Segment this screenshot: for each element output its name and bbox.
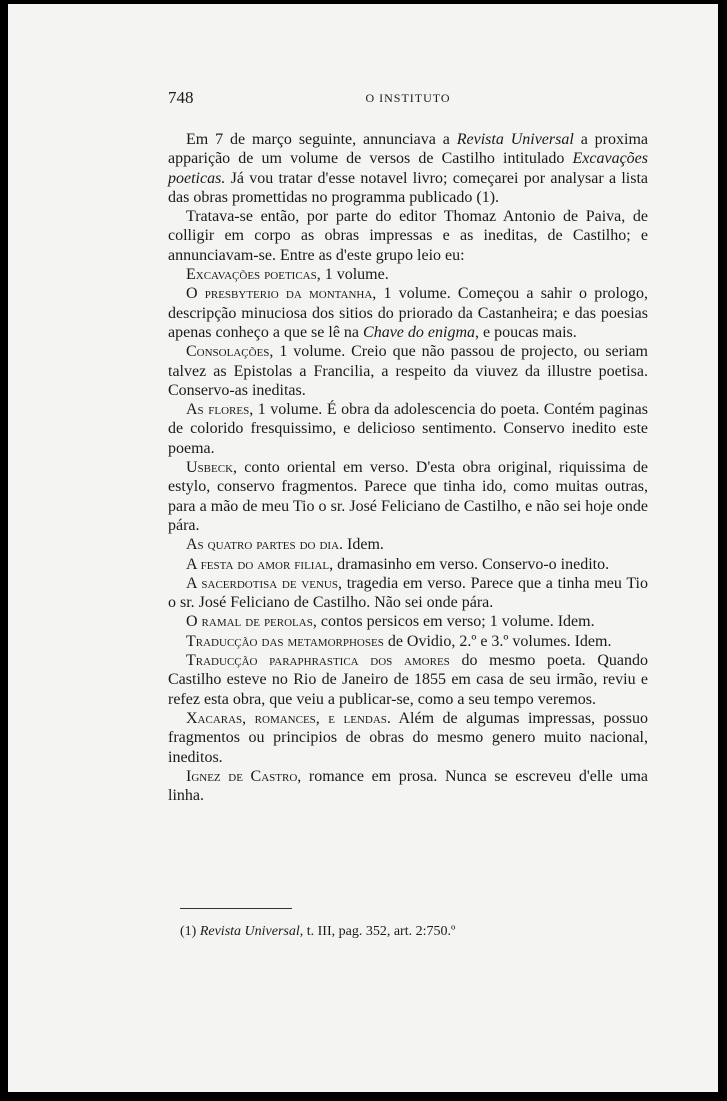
paragraph bbox=[168, 535, 648, 554]
paragraph bbox=[168, 400, 648, 458]
paragraph bbox=[168, 574, 648, 613]
paragraph bbox=[168, 130, 648, 207]
work-title: Xacaras, romances, e lendas bbox=[186, 709, 387, 727]
work-title: O ramal de perolas bbox=[186, 613, 313, 631]
italic-text: Revista Universal bbox=[456, 131, 574, 148]
paragraph bbox=[168, 612, 648, 631]
italic-text: Chave do enigma bbox=[363, 323, 475, 341]
footnote-reference: t. III, pag. 352, art. 2:750.º bbox=[306, 924, 456, 939]
paragraph-text: , romance em prosa. Nunca se escreveu d'elle uma linha. bbox=[168, 767, 648, 805]
paragraph-text: Em 7 de março seguinte, annunciava a bbox=[186, 131, 457, 148]
work-title: As flores bbox=[186, 401, 250, 419]
paragraph-text: , dramasinho em verso. Conservo-o inedito. bbox=[329, 555, 610, 573]
paragraph bbox=[168, 767, 648, 806]
body-text bbox=[168, 130, 648, 805]
paragraph-text: , 1 volume. É obra da adolescencia do poeta. Contém paginas de colorido fresquissimo, e delicioso sentimento. Conservo inedito este poema. bbox=[168, 401, 648, 457]
footnote-source: Revista Universal, bbox=[199, 924, 304, 939]
work-title: Usbeck bbox=[186, 459, 234, 477]
paragraph-text: , e poucas mais. bbox=[475, 323, 577, 341]
paragraph-text: , 1 volume. Creio que não passou de projecto, ou seriam talvez as Epistolas a Francilia, a respeito da viuvez da illustre poetisa. Conservo-as ineditas. bbox=[168, 343, 648, 399]
footnote bbox=[180, 924, 640, 940]
work-title: A festa do amor filial bbox=[186, 555, 330, 573]
paragraph-text: do mesmo poeta. Quando Castilho esteve no Rio de Janeiro de 1855 em casa de seu irmão, reviu e refez esta obra, que veiu a publicar-se, como a seu tempo veremos. bbox=[168, 652, 648, 708]
paragraph-text: a proxima apparição de um volume de versos de Castilho intitulado bbox=[168, 131, 648, 168]
page-number: 748 bbox=[168, 88, 194, 107]
paragraph bbox=[168, 265, 648, 284]
work-title: Ignez de Castro bbox=[186, 767, 298, 785]
paragraph-text: , 1 volume. Começou a sahir o prologo, descripção minuciosa dos sitios do priorado da Castanheira; e das poesias apenas conheço a que se lê na bbox=[168, 285, 648, 341]
paragraph-text: Já vou tratar d'esse notavel livro; começarei por analysar a lista das obras promettidas no programma publicado (1). bbox=[168, 169, 648, 206]
work-title: Traducção das metamorphoses bbox=[186, 632, 384, 650]
work-title: A sacerdotisa de venus bbox=[186, 574, 338, 592]
paragraph bbox=[168, 651, 648, 709]
italic-text: Excavações poeticas. bbox=[168, 150, 648, 187]
paragraph-text: , 1 volume. bbox=[316, 266, 389, 284]
footnote-divider bbox=[180, 908, 292, 909]
footnote-marker: (1) bbox=[180, 924, 197, 939]
paragraph bbox=[168, 632, 648, 651]
page-header bbox=[168, 88, 648, 112]
paragraph bbox=[168, 342, 648, 400]
paragraph bbox=[168, 207, 648, 265]
document-page bbox=[8, 4, 718, 1092]
work-title: Consolações bbox=[186, 343, 270, 361]
paragraph-text: de Ovidio, 2.º e 3.º volumes. Idem. bbox=[383, 632, 612, 650]
work-title: O presbyterio da montanha bbox=[186, 285, 373, 303]
work-title: Excavações poeticas bbox=[186, 266, 317, 284]
work-title: As quatro partes do dia bbox=[186, 536, 340, 554]
paragraph-text: , conto oriental em verso. D'esta obra original, riquissima de estylo, conservo fragmentos. Parece que tinha ido, como muitas outras, para a mão de meu Tio o sr. José Feliciano de Castilho, e não sei hoje onde pára. bbox=[168, 459, 648, 534]
paragraph-text: , tragedia em verso. Parece que a tinha meu Tio o sr. José Feliciano de Castilho. Não sei onde pára. bbox=[168, 574, 649, 612]
paragraph-text: Tratava-se então, por parte do editor Thomaz Antonio de Paiva, de colligir em corpo as obras impressas e as ineditas, de Castilho; e annunciavam-se. Entre as d'este grupo leio eu: bbox=[168, 208, 648, 264]
paragraph-text: , contos persicos em verso; 1 volume. Idem. bbox=[312, 613, 595, 631]
paragraph bbox=[168, 555, 648, 574]
paragraph bbox=[168, 458, 648, 535]
work-title: Traducção paraphrastica dos amores bbox=[186, 652, 450, 670]
paragraph-text: . Idem. bbox=[339, 536, 384, 554]
paragraph bbox=[168, 709, 648, 767]
paragraph-text: . Além de algumas impressas, possuo fragmentos ou principios de obras do mesmo genero muito nacional, ineditos. bbox=[168, 709, 648, 766]
running-title: O INSTITUTO bbox=[365, 91, 451, 105]
paragraph bbox=[168, 284, 648, 342]
